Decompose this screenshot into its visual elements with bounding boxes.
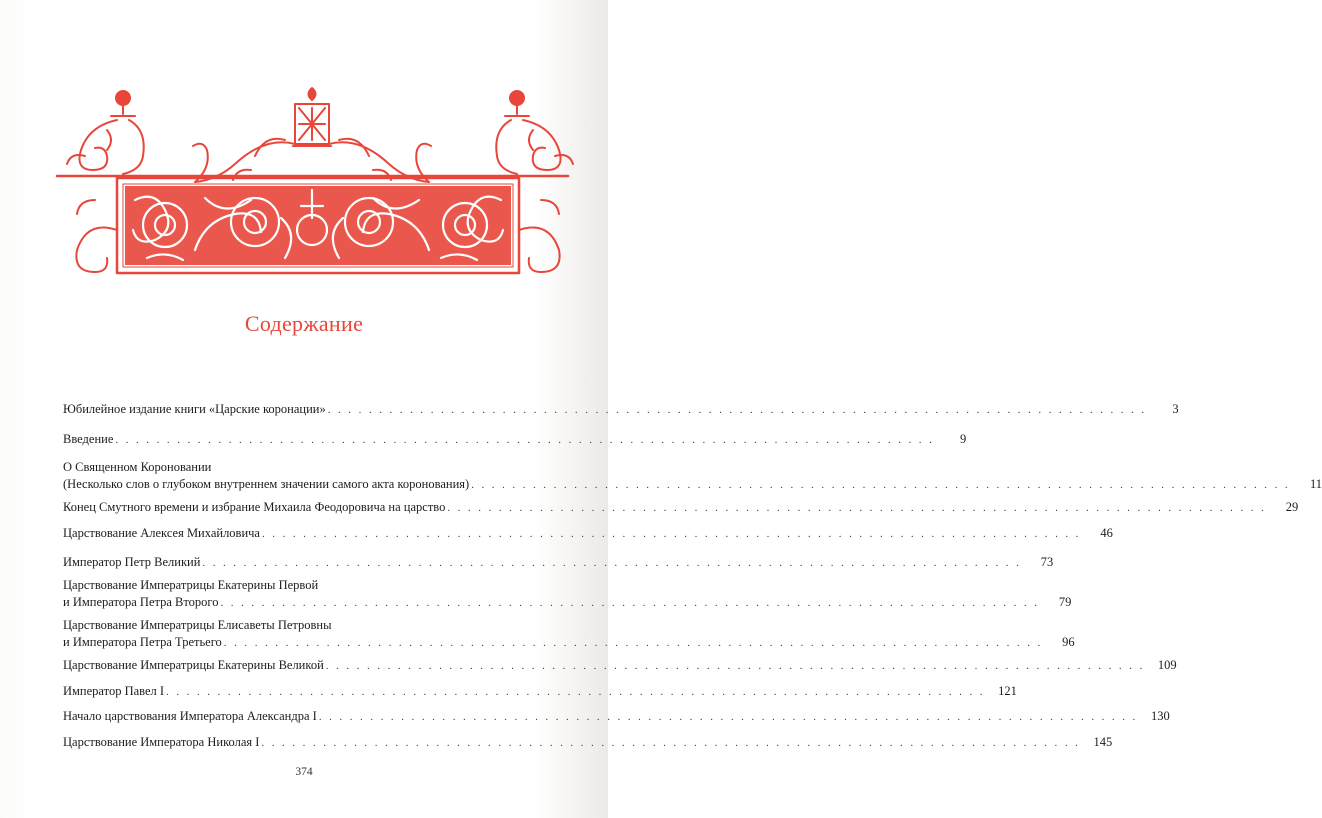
- toc-entry-title: и Императора Петра Третьего: [63, 635, 222, 649]
- toc-entry[interactable]: [63, 683, 1017, 701]
- toc-leader-dots: . . . . . . . . . . . . . . . . . . . . . . . . . . . . . . . . . . . . . . . . . . . . . . . . . . . . . . . . . . . . . . . . . . . . . . . . . . . . . . . .: [220, 597, 1040, 609]
- toc-entry-title: Царствование Императрицы Екатерины Великой: [63, 658, 324, 672]
- page-title: Содержание: [244, 311, 364, 336]
- toc-entry[interactable]: [63, 499, 1299, 517]
- toc-entry-title: Царствование Императрицы Елисаветы Петровны: [63, 618, 332, 632]
- toc-leader-dots: . . . . . . . . . . . . . . . . . . . . . . . . . . . . . . . . . . . . . . . . . . . . . . . . . . . . . . . . . . . . . . . . . . . . . . . . . . . . . . . .: [115, 434, 935, 446]
- toc-page-number: 109: [1157, 658, 1177, 672]
- toc-leader-dots: . . . . . . . . . . . . . . . . . . . . . . . . . . . . . . . . . . . . . . . . . . . . . . . . . . . . . . . . . . . . . . . . . . . . . . . . . . . . . . . .: [202, 557, 1022, 569]
- toc-page-number: 73: [1040, 555, 1054, 569]
- toc-page-number: 96: [1062, 635, 1075, 649]
- toc-page-number: 29: [1285, 500, 1299, 514]
- toc-page-number: 11: [1310, 477, 1322, 491]
- toc-page-number: 79: [1058, 595, 1072, 609]
- toc-entry-title: Царствование Алексея Михайловича: [63, 526, 260, 540]
- page-number: 374: [295, 766, 313, 778]
- toc-entry[interactable]: [63, 525, 1113, 543]
- toc-leader-dots: . . . . . . . . . . . . . . . . . . . . . . . . . . . . . . . . . . . . . . . . . . . . . . . . . . . . . . . . . . . . . . . . . . . . . . . . . . . . . . . .: [261, 737, 1081, 749]
- toc-entry[interactable]: [63, 708, 1170, 726]
- toc-entry-title: Конец Смутного времени и избрание Михаила Феодоровича на царство: [63, 500, 446, 514]
- toc-entry-title: Начало царствования Императора Александра I: [63, 709, 317, 723]
- toc-entry-title: Юбилейное издание книги «Царские коронации»: [63, 402, 326, 416]
- toc-page-number: 3: [1172, 402, 1179, 416]
- toc-entry-title: Царствование Императора Николая I: [63, 735, 260, 749]
- toc-entry[interactable]: [63, 401, 1179, 419]
- toc-entry[interactable]: [63, 577, 1072, 612]
- toc-leader-dots: . . . . . . . . . . . . . . . . . . . . . . . . . . . . . . . . . . . . . . . . . . . . . . . . . . . . . . . . . . . . . . . . . . . . . . . . . . . . . . . .: [325, 660, 1145, 672]
- toc-entry-title: Император Петр Великий: [63, 555, 201, 569]
- toc-entry-title: Император Павел I: [63, 684, 165, 698]
- toc-entry[interactable]: [63, 431, 967, 449]
- toc-entry-title: Царствование Императрицы Екатерины Первой: [63, 578, 319, 592]
- toc-page-number: 145: [1093, 735, 1113, 749]
- ornament-headpiece-icon: [55, 80, 570, 295]
- toc-entry-title: и Императора Петра Второго: [63, 595, 219, 609]
- toc-entry[interactable]: [63, 657, 1177, 675]
- toc-entry-title: О Священном Короновании: [63, 460, 212, 474]
- toc-entry[interactable]: [63, 734, 1113, 752]
- toc-entry[interactable]: [63, 459, 1322, 494]
- toc-leader-dots: . . . . . . . . . . . . . . . . . . . . . . . . . . . . . . . . . . . . . . . . . . . . . . . . . . . . . . . . . . . . . . . . . . . . . . . . . . . . . . . .: [327, 404, 1147, 416]
- toc-leader-dots: . . . . . . . . . . . . . . . . . . . . . . . . . . . . . . . . . . . . . . . . . . . . . . . . . . . . . . . . . . . . . . . . . . . . . . . . . . . . . . . .: [223, 637, 1043, 649]
- toc-page-number: 9: [960, 432, 967, 446]
- toc-leader-dots: . . . . . . . . . . . . . . . . . . . . . . . . . . . . . . . . . . . . . . . . . . . . . . . . . . . . . . . . . . . . . . . . . . . . . . . . . . . . . . . .: [261, 528, 1081, 540]
- toc-page-number: 46: [1100, 526, 1113, 540]
- toc-entry-title: Введение: [63, 432, 114, 446]
- toc-leader-dots: . . . . . . . . . . . . . . . . . . . . . . . . . . . . . . . . . . . . . . . . . . . . . . . . . . . . . . . . . . . . . . . . . . . . . . . . . . . . . . . .: [471, 479, 1291, 491]
- toc-entry-title: (Несколько слов о глубоком внутреннем значении самого акта коронования): [63, 477, 470, 491]
- toc-page-number: 130: [1150, 709, 1170, 723]
- toc-entry[interactable]: [63, 554, 1054, 572]
- toc-leader-dots: . . . . . . . . . . . . . . . . . . . . . . . . . . . . . . . . . . . . . . . . . . . . . . . . . . . . . . . . . . . . . . . . . . . . . . . . . . . . . . . .: [318, 711, 1138, 723]
- toc-leader-dots: . . . . . . . . . . . . . . . . . . . . . . . . . . . . . . . . . . . . . . . . . . . . . . . . . . . . . . . . . . . . . . . . . . . . . . . . . . . . . . . .: [447, 502, 1267, 514]
- toc-leader-dots: . . . . . . . . . . . . . . . . . . . . . . . . . . . . . . . . . . . . . . . . . . . . . . . . . . . . . . . . . . . . . . . . . . . . . . . . . . . . . . . .: [166, 686, 985, 698]
- toc-page-number: 121: [998, 684, 1017, 698]
- toc-entry[interactable]: [63, 617, 1075, 652]
